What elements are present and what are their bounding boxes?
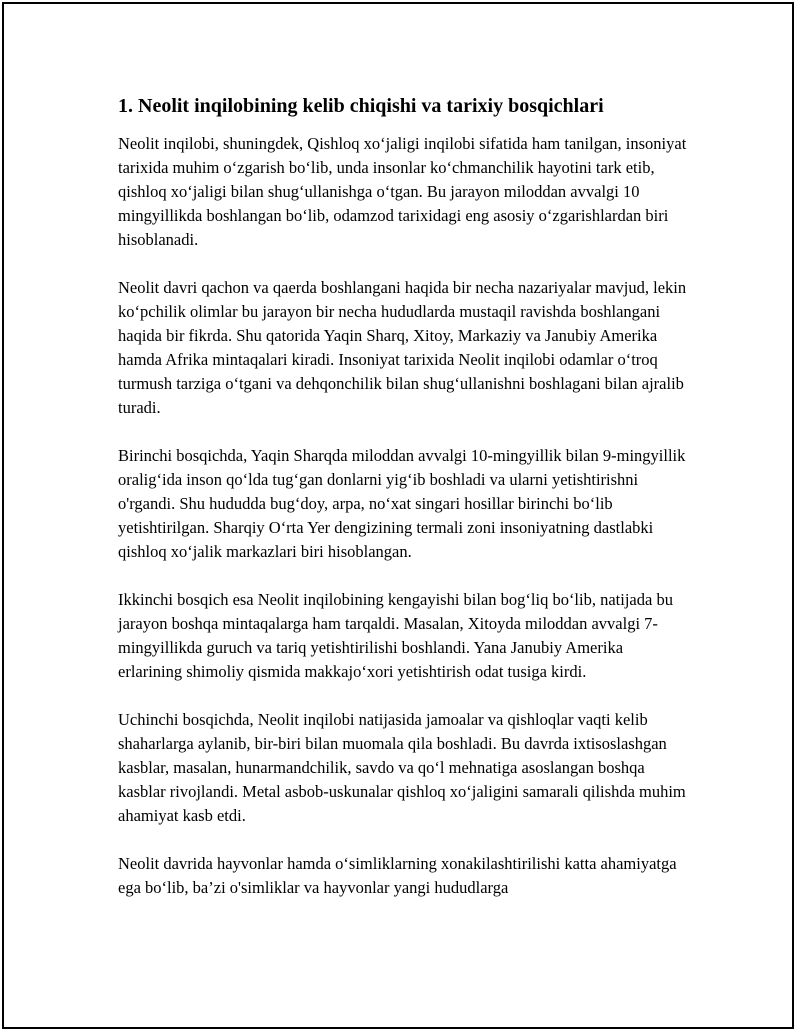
document-body bbox=[118, 92, 690, 924]
paragraph-4: Ikkinchi bosqich esa Neolit inqilobining kengayishi bilan bog‘liq bo‘lib, natijada bu jarayon boshqa mintaqalarga ham tarqaldi. Masalan, Xitoyda miloddan avvalgi 7-mingyillikda guruch va tariq yetishtirilishi boshlandi. Yana Janubiy Amerika erlarining shimoliy qismida makkajo‘xori yetishtirish odat tusiga kirdi. bbox=[118, 590, 673, 681]
paragraph-3: Birinchi bosqichda, Yaqin Sharqda miloddan avvalgi 10-mingyillik bilan 9-mingyillik oralig‘ida inson qo‘lda tug‘gan donlarni yig‘ib boshladi va ularni yetishtirishni o'rgandi. Shu hududda bug‘doy, arpa, no‘xat singari hosillar birinchi bo‘lib yetishtirilgan. Sharqiy O‘rta Yer dengizining termali zoni insoniyatning dastlabki qishloq xo‘jalik markazlari biri hisoblangan. bbox=[118, 446, 686, 561]
section-heading: 1. Neolit inqilobining kelib chiqishi va tarixiy bosqichlari bbox=[118, 95, 604, 117]
paragraph-1: Neolit inqilobi, shuningdek, Qishloq xo‘jaligi inqilobi sifatida ham tanilgan, insoniyat tarixida muhim o‘zgarish bo‘lib, unda insonlar ko‘chmanchilik hayotini tark etib, qishloq xo‘jaligi bilan shug‘ullanishga o‘tgan. Bu jarayon miloddan avvalgi 10 mingyillikda boshlangan bo‘lib, odamzod tarixidagi eng asosiy o‘zgarishlardan biri hisoblanadi. bbox=[118, 134, 687, 249]
paragraph-6: Neolit davrida hayvonlar hamda o‘simliklarning xonakilashtirilishi katta ahamiyatga ega bo‘lib, ba’zi o'simliklar va hayvonlar yangi hududlarga bbox=[118, 854, 677, 897]
paragraph-5: Uchinchi bosqichda, Neolit inqilobi natijasida jamoalar va qishloqlar vaqti kelib shaharlarga aylanib, bir-biri bilan muomala qila boshladi. Bu davrda ixtisoslashgan kasblar, masalan, hunarmandchilik, savdo va qo‘l mehnatiga asoslangan boshqa kasblar rivojlandi. Metal asbob-uskunalar qishloq xo‘jaligini samarali qilishda muhim ahamiyat kasb etdi. bbox=[118, 710, 686, 825]
paragraph-2: Neolit davri qachon va qaerda boshlangani haqida bir necha nazariyalar mavjud, lekin ko‘pchilik olimlar bu jarayon bir necha hududlarda mustaqil ravishda boshlangani haqida bir fikrda. Shu qatorida Yaqin Sharq, Xitoy, Markaziy va Janubiy Amerika hamda Afrika mintaqalari kiradi. Insoniyat tarixida Neolit inqilobi odamlar o‘troq turmush tarziga o‘tgani va dehqonchilik bilan shug‘ullanishni boshlagani bilan ajralib turadi. bbox=[118, 278, 687, 417]
